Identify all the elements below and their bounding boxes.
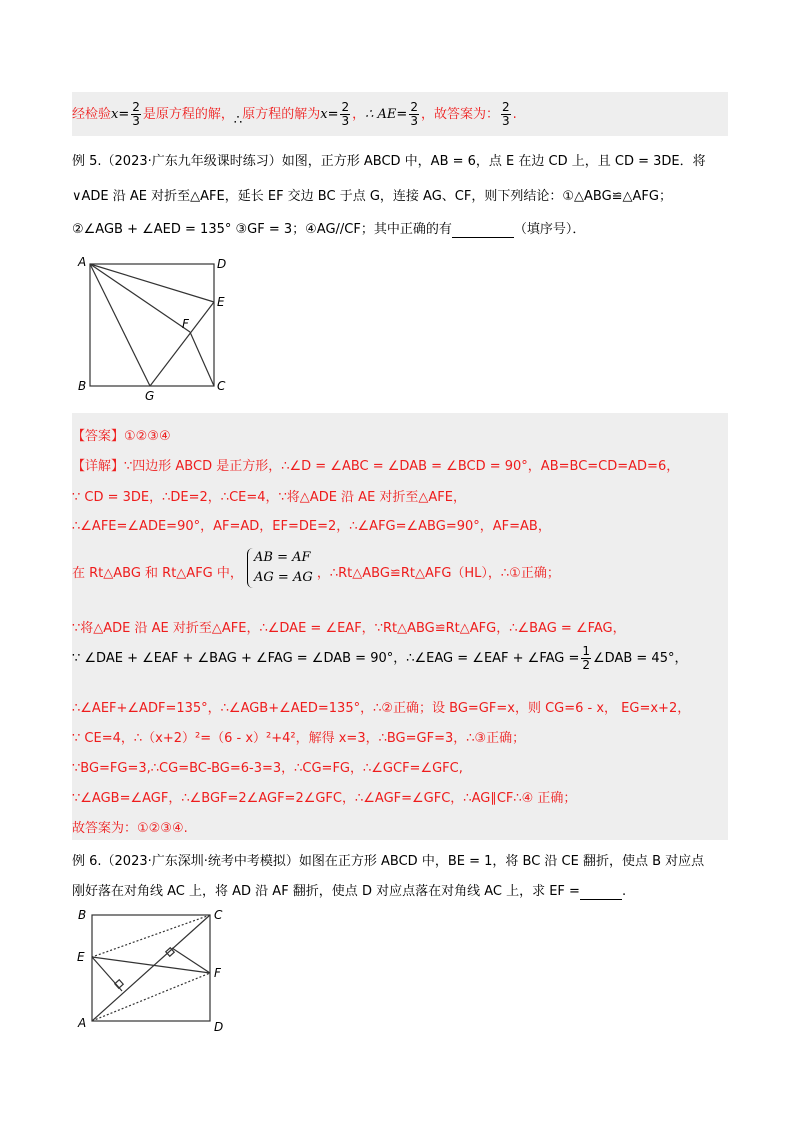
brace-system xyxy=(247,548,313,588)
answer5-answer: 【答案】①②③④ xyxy=(72,429,171,444)
x-var-2: x xyxy=(320,107,328,122)
frac-num: 2 xyxy=(501,100,510,115)
answer5-line-7: ∵BG=FG=3,∴CG=BC-BG=6-3=3，∴CG=FG，∴∠GCF=∠GFC, xyxy=(72,761,463,776)
label-c: C xyxy=(214,908,223,922)
frac-den: 3 xyxy=(410,114,418,128)
answer5-brace-line xyxy=(72,548,560,588)
example5-line2: ∨ADE 沿 AE 对折至△AFE，延长 EF 交边 BC 于点 G，连接 AG、CF，则下列结论：①△ABG≌△AFG； xyxy=(72,189,672,204)
text: ， xyxy=(352,107,366,122)
eq-3: = xyxy=(396,107,408,122)
fraction-2 xyxy=(340,101,350,127)
label-e: E xyxy=(217,295,225,309)
label-g: G xyxy=(145,389,155,403)
brace-line-1: AB = AF xyxy=(254,550,311,565)
example6-line2 xyxy=(72,880,626,900)
text: 原方程的解为 xyxy=(242,107,321,122)
frac-num: 2 xyxy=(410,100,418,115)
label-e: E xyxy=(77,950,85,964)
label-a: A xyxy=(78,1016,87,1030)
answer5-eq-line xyxy=(72,644,687,674)
segment-af xyxy=(90,264,190,332)
segment-eg xyxy=(150,302,214,386)
answer5-line-1: 【详解】∵四边形 ABCD 是正方形，∴∠D = ∠ABC = ∠DAB = ∠BCD = 90°，AB=BC=CD=AD=6， xyxy=(72,459,680,474)
text: . xyxy=(621,884,627,899)
perp-f xyxy=(172,948,210,973)
label-f: F xyxy=(182,317,189,331)
brace-line-2: AG = AG xyxy=(254,570,313,585)
answer5-line-9: 故答案为：①②③④. xyxy=(72,821,188,836)
segment-ag xyxy=(90,264,150,386)
text: （填序号）． xyxy=(513,222,586,237)
example5-figure xyxy=(72,250,242,405)
example5-line1: 例 5.（2023·广东九年级课时练习）如图，正方形 ABCD 中，AB = 6，点 E 在边 CD 上，且 CD = 3DE．将 xyxy=(72,154,706,169)
label-f: F xyxy=(214,966,221,980)
label-d: D xyxy=(214,1020,224,1034)
answer5-line-5: ∴∠AEF+∠ADF=135°，∴∠AGB+∠AED=135°，∴②正确；设 BG=GF=x，则 CG=6 - x， EG=x+2， xyxy=(72,701,691,716)
label-a: A xyxy=(78,255,87,269)
segment-ce xyxy=(92,915,210,957)
half-fraction xyxy=(581,645,591,671)
top-result-line xyxy=(72,100,517,130)
answer-blank xyxy=(452,222,514,238)
example6-line1: 例 6.（2023·广东深圳·统考中考模拟）如图在正方形 ABCD 中，BE = 1，将 BC 沿 CE 翻折，使点 B 对应点 xyxy=(72,854,705,869)
text: ②∠AGB + ∠AED = 135° ③GF = 3；④AG//CF；其中正确的有 xyxy=(72,222,452,237)
label-b: B xyxy=(78,379,87,393)
answer5-line-6: ∵ CE=4，∴（x+2）²=（6 - x）²+4²，解得 x=3，∴BG=GF=3，∴③正确； xyxy=(72,731,526,746)
ae-prefix: ∴ AE xyxy=(365,107,397,122)
square-abcd xyxy=(90,264,214,386)
text: ，∴Rt△ABG≌Rt△AFG（HL），∴①正确； xyxy=(316,566,560,581)
fraction-4 xyxy=(501,101,511,127)
fraction-3 xyxy=(409,101,419,127)
label-d: D xyxy=(217,257,227,271)
fraction xyxy=(131,101,141,127)
eq-b-suffix: ∠DAB = 45°， xyxy=(593,651,688,666)
text: 刚好落在对角线 AC 上，将 AD 沿 AF 翻折，使点 D 对应点落在对角线 AC 上，求 EF = xyxy=(72,884,580,899)
text-end: . xyxy=(512,107,517,122)
therefore: ∴ xyxy=(233,113,243,128)
text: 在 Rt△ABG 和 Rt△AFG 中， xyxy=(72,566,243,581)
segment-ae xyxy=(90,264,214,302)
frac-num: 1 xyxy=(582,644,591,659)
eq-2: = xyxy=(327,107,339,122)
eq-b-prefix: ，∴∠EAG = ∠EAF + ∠FAG = xyxy=(393,651,580,666)
eq: = xyxy=(118,107,130,122)
text: 经检验 xyxy=(72,107,112,122)
answer5-line-2: ∵ CD = 3DE，∴DE=2，∴CE=4，∵将△ADE 沿 AE 对折至△AFE， xyxy=(72,490,466,505)
answer5-line-8: ∵∠AGB=∠AGF，∴∠BGF=2∠AGF=2∠GFC，∴∠AGF=∠GFC，∴AG∥CF∴④ 正确； xyxy=(72,791,577,806)
frac-den: 3 xyxy=(132,114,140,128)
text: 是原方程的解， xyxy=(142,107,234,122)
label-b: B xyxy=(78,908,87,922)
text: ，故答案为： xyxy=(420,107,499,122)
diagonal-ac xyxy=(92,915,210,1021)
frac-num: 2 xyxy=(132,100,140,115)
frac-den: 2 xyxy=(582,658,591,672)
segment-ef xyxy=(92,957,210,973)
segment-af xyxy=(92,973,210,1021)
answer5-line-4: ∵将△ADE 沿 AE 对折至△AFE，∴∠DAE = ∠EAF，∵Rt△ABG≌Rt△AFG，∴∠BAG = ∠FAG， xyxy=(72,621,626,636)
label-c: C xyxy=(217,379,226,393)
example6-figure xyxy=(72,905,242,1035)
perp-e xyxy=(92,957,122,991)
frac-den: 3 xyxy=(341,114,350,128)
segment-cf xyxy=(190,332,214,386)
frac-num: 2 xyxy=(341,100,350,115)
answer-blank xyxy=(580,884,622,900)
x-var: x xyxy=(111,107,119,122)
example5-line3 xyxy=(72,218,585,238)
eq-a: ∵ ∠DAE + ∠EAF + ∠BAG + ∠FAG = ∠DAB = 90° xyxy=(72,651,394,666)
frac-den: 3 xyxy=(501,114,510,128)
answer5-line-3: ∴∠AFE=∠ADE=90°，AF=AD，EF=DE=2，∴∠AFG=∠ABG=90°，AF=AB， xyxy=(72,519,551,534)
